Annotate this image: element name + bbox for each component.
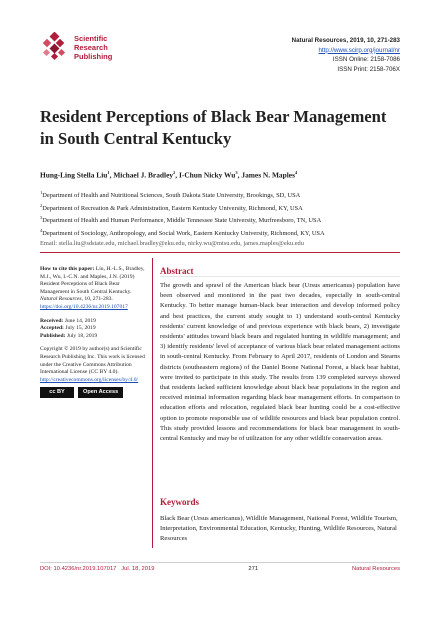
paper-title: Resident Perceptions of Black Bear Management in South Central Kentucky (40, 107, 387, 148)
cite-journal: Natural Resources (40, 296, 82, 303)
affiliation (40, 188, 410, 201)
publisher-name (74, 34, 112, 61)
affiliation-text: Department of Recreation & Park Administration, Eastern Kentucky University, Richmond, KY, USA (42, 204, 303, 212)
published-date (40, 333, 150, 341)
author-sup: 4 (294, 170, 298, 175)
copyright-block (40, 346, 150, 398)
abstract-rule (160, 276, 400, 277)
author-name: James N. Maples (241, 170, 295, 180)
accepted-date (40, 325, 150, 333)
author-sup: 3 (235, 170, 238, 175)
sidebar-divider (152, 258, 153, 548)
footer-journal: Natural Resources (351, 566, 400, 572)
abstract-text: The growth and sprawl of the American black bear (Ursus americanus) population have been observed and monitored in the past two decades, especially in south-central Kentucky. To better manage human-black bear interaction and develop informed policy and best practices, the current study sought to 1) understand south-central Kentucky residents' current knowledge of and previous experience with black bears, 2) investigate residents' attitudes toward black bears and regulated hunting in wildlife management; and 3) identify residents' level of acceptance of various black bear related management actions in south-central Kentucky. From February to April 2017, residents of London and Stearns districts (southeastern regions) of the Daniel Boone National Forest, a black bear habitat, were invited to participate in this study. The results from 139 completed surveys showed that residents lacked sufficient knowledge about black bear populations in the region and received minimal information regarding black bear management efforts. In comparison to education efforts and relocation, regulated black bear hunting could be a cost-effective option to promote responsible use of wildlife resources and black bear population control. This study provided lessons and recommendations for black bear management in south-central Kentucky and may be of utilization for any other wildlife conservation areas. (160, 282, 400, 443)
affiliation-text: Department of Health and Human Performance, Middle Tennessee State University, Murfreesboro, TN, USA (42, 217, 322, 225)
footer-doi[interactable]: DOI: 10.4236/nr.2019.107017 (40, 566, 117, 572)
affiliation (40, 201, 410, 214)
section-divider (40, 252, 400, 253)
affiliation-sup: 2 (40, 202, 43, 208)
accepted-value: July 15, 2019 (65, 325, 96, 332)
cite-tail: , 10, 271-283. (81, 296, 113, 303)
page-footer (40, 566, 400, 572)
keywords-text: Black Bear (Ursus americanus), Wildlife Management, National Forest, Wildlife Tourism, Interpretation, Environmental Education, Kentucky, Hunting, Wildlife Resources, Natural Resources (160, 515, 398, 543)
dates-block (40, 318, 150, 341)
author-list: Hung-Ling Stella Liu$^1$, Michael J. Bradley$^2$, I-Chun Nicky Wu$^3$, James N. Maples$^4$ (40, 170, 298, 180)
author-name: Michael J. Bradley (113, 170, 174, 180)
journal-info (292, 36, 400, 74)
affiliation-sup: 4 (40, 228, 43, 234)
footer-rule (40, 562, 400, 563)
affiliation-text: Department of Sociology, Anthropology, and Social Work, Eastern Kentucky University, Richmond, KY, USA (42, 230, 325, 238)
affiliation (40, 226, 410, 239)
published-label: Published: (40, 332, 66, 339)
accepted-label: Accepted: (40, 325, 64, 332)
license-badges (40, 387, 150, 398)
cite-text: Liu, H.-L.S., Bradley, M.J., Wu, I.-C.N. and Maples, J.N. (2019) Resident Perceptions of Black Bear Management in South Central Kentucky. (40, 266, 145, 295)
article-sidebar (40, 266, 150, 398)
page-number: 271 (248, 566, 259, 572)
affiliation-sup: 1 (40, 190, 43, 195)
author-sup: 1 (107, 170, 110, 175)
cc-by-badge-icon[interactable]: cc BY (40, 387, 74, 398)
received-label: Received: (40, 317, 64, 324)
open-access-label: Open Access (83, 389, 119, 396)
affiliations (40, 188, 410, 248)
publisher-logo-mark-icon (40, 32, 70, 62)
publisher-name-line: Scientific (74, 34, 108, 43)
journal-citation: Natural Resources, 2019, 10, 271-283 (291, 37, 400, 44)
journal-url-link[interactable]: http://www.scirp.org/journal/nr (318, 46, 400, 54)
cite-label: How to cite this paper: (40, 266, 95, 272)
issn-online: ISSN Online: 2158-7086 (332, 56, 400, 63)
affiliation-sup: 3 (40, 215, 43, 221)
footer-doi-date (40, 566, 154, 572)
received-date (40, 318, 150, 326)
affiliation (40, 213, 410, 226)
author-name: Hung-Ling Stella Liu (40, 170, 108, 180)
publisher-name-line: Publishing (74, 52, 113, 61)
publisher-logo (40, 32, 150, 66)
license-link[interactable]: http://creativecommons.org/licenses/by/4.0/ (40, 376, 139, 383)
affiliation-text: Department of Health and Nutritional Sciences, South Dakota State University, Brookings, SD, USA (42, 192, 301, 200)
received-value: June 14, 2019 (64, 317, 96, 324)
published-value: July 18, 2019 (66, 332, 98, 339)
citation-block (40, 266, 150, 312)
publisher-name-line: Research (74, 43, 108, 52)
author-name: I-Chun Nicky Wu (179, 170, 236, 180)
keywords-heading: Keywords (160, 497, 199, 507)
author-sup: 2 (173, 170, 176, 175)
issn-print: ISSN Print: 2158-706X (337, 65, 400, 73)
email-line[interactable]: Email: stella.liu@sdstate.edu, michael.bradley@eku.edu, nicky.wu@mtsu.edu, james.maples@eku.edu (40, 239, 304, 247)
open-access-badge (78, 387, 123, 398)
abstract-heading: Abstract (160, 266, 194, 276)
doi-link[interactable]: https://doi.org/10.4236/nr.2019.107017 (40, 303, 128, 310)
footer-date: Jul. 18, 2019 (121, 566, 155, 572)
copyright-text: Copyright © 2019 by author(s) and Scientific Research Publishing Inc. This work is licensed under the Creative Commons Attribution International License (CC BY 4.0). (40, 346, 145, 376)
